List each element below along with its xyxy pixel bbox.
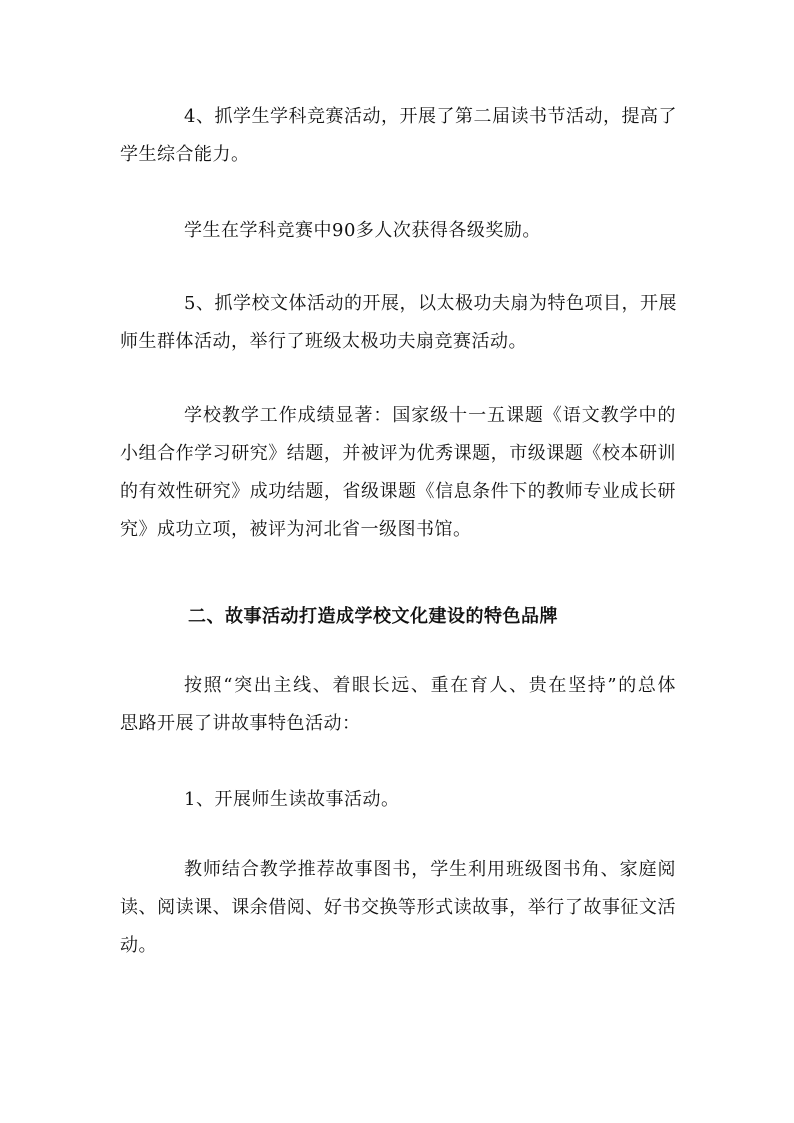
paragraph-line: 读、阅读课、课余借阅、好书交换等形式读故事，举行了故事征文活 bbox=[120, 897, 676, 918]
paragraph-teaching-achievements bbox=[120, 397, 676, 549]
paragraph-item1-reading bbox=[120, 781, 676, 819]
paragraph-line: 按照“突出主线、着眼长远、重在育人、贵在坚持”的总体 bbox=[184, 675, 676, 696]
heading-text: 二、故事活动打造成学校文化建设的特色品牌 bbox=[188, 606, 558, 627]
paragraph-approach bbox=[120, 667, 676, 743]
paragraph-teacher-recommendations bbox=[120, 851, 676, 965]
paragraph-awards bbox=[120, 212, 676, 250]
section-heading-2 bbox=[120, 598, 676, 636]
paragraph-line: 学校教学工作成绩显著：国家级十一五课题《语文教学中的 bbox=[184, 405, 676, 426]
paragraph-line: 5、抓学校文体活动的开展，以太极功夫扇为特色项目，开展 bbox=[184, 293, 677, 314]
paragraph-line: 学生在学科竞赛中90多人次获得各级奖励。 bbox=[184, 220, 541, 241]
paragraph-line: 究》成功立项，被评为河北省一级图书馆。 bbox=[120, 519, 472, 540]
paragraph-line: 的有效性研究》成功结题，省级课题《信息条件下的教师专业成长研 bbox=[120, 481, 676, 502]
paragraph-line: 教师结合教学推荐故事图书，学生利用班级图书角、家庭阅 bbox=[184, 859, 676, 880]
paragraph-item4-competition bbox=[120, 98, 676, 174]
paragraph-line: 师生群体活动，举行了班级太极功夫扇竞赛活动。 bbox=[120, 331, 527, 352]
paragraph-line: 动。 bbox=[120, 935, 157, 956]
paragraph-item5-sports bbox=[120, 285, 676, 361]
paragraph-line: 小组合作学习研究》结题，并被评为优秀课题，市级课题《校本研训 bbox=[120, 443, 676, 464]
paragraph-line: 4、抓学生学科竞赛活动，开展了第二届读书节活动，提高了 bbox=[184, 106, 677, 127]
paragraph-line: 1、开展师生读故事活动。 bbox=[184, 789, 400, 810]
paragraph-line: 思路开展了讲故事特色活动： bbox=[120, 713, 361, 734]
paragraph-line: 学生综合能力。 bbox=[120, 144, 250, 165]
